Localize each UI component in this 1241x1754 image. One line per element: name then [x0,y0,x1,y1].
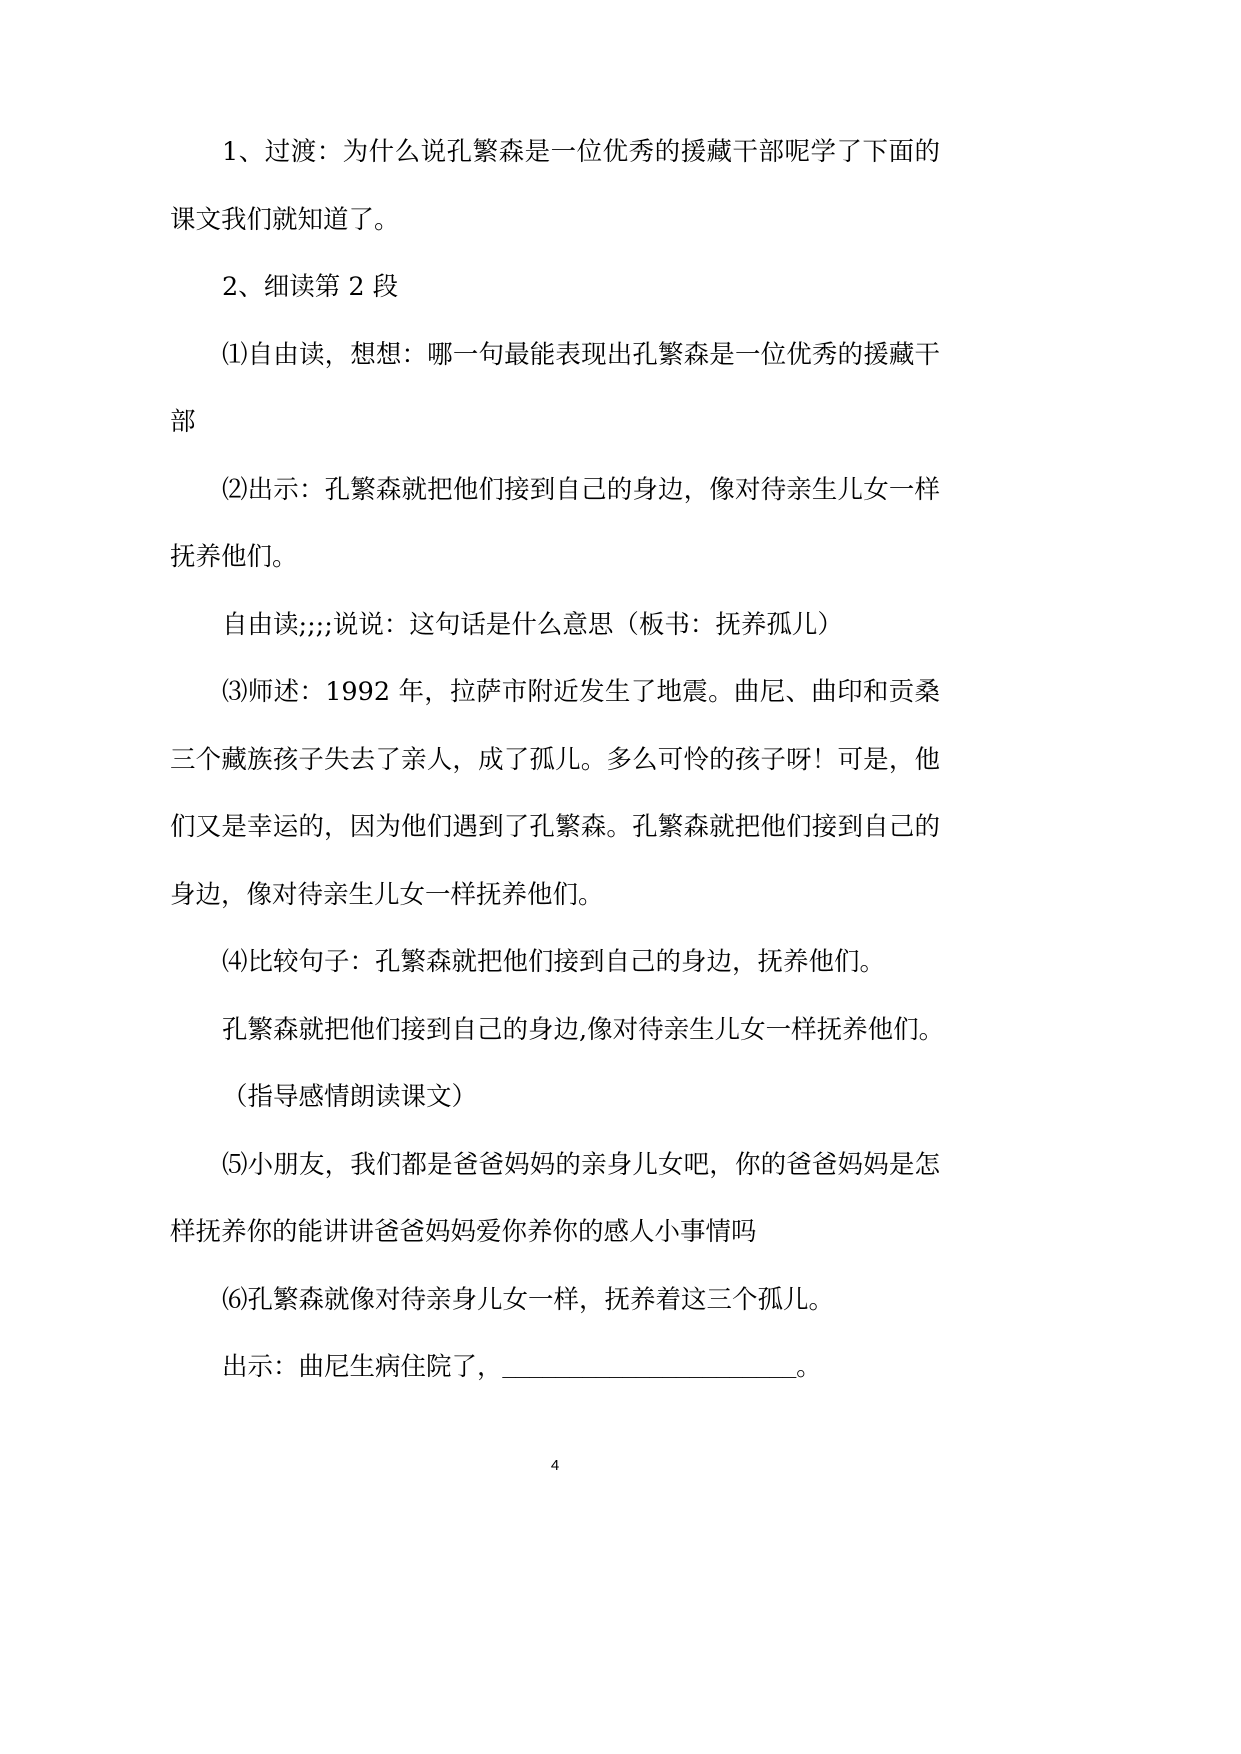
text-line: ⑹孔繁森就像对待亲身儿女一样，抚养着这三个孤儿。 [222,1284,835,1315]
fill-in-sentence [170,1334,960,1402]
text-line: （指导感情朗读课文） [222,1082,478,1112]
paragraph [170,1064,960,1132]
paragraph [170,659,960,929]
text-line: ⑶师述：1992 年，拉萨市附近发生了地震。曲尼、曲印和贡桑 [222,677,940,707]
text-line: 样抚养你的能讲讲爸爸妈妈爱你养你的感人小事情吗 [170,1217,757,1247]
text-line: 三个藏族孩子失去了亲人，成了孤儿。多么可怜的孩子呀！可是，他 [170,744,940,775]
page-number: 4 [550,1457,560,1474]
text-line: 1、过渡：为什么说孔繁森是一位优秀的援藏干部呢学了下面的 [222,137,940,167]
text-line: 部 [170,407,196,437]
paragraph [170,929,960,997]
text-line: 2、细读第 2 段 [222,272,399,302]
paragraph [170,997,960,1065]
text-line: 自由读;;;;说说：这句话是什么意思（板书：抚养孤儿） [222,609,843,640]
document-body [170,119,960,1402]
text-line: ⑴自由读，想想：哪一句最能表现出孔繁森是一位优秀的援藏干 [222,339,940,370]
paragraph [170,322,960,457]
text-line: 孔繁森就把他们接到自己的身边,像对待亲生儿女一样抚养他们。 [222,1014,945,1045]
fill-in-end-mark: 。 [796,1352,822,1382]
text-line: ⑵出示：孔繁森就把他们接到自己的身边，像对待亲生儿女一样 [222,474,940,505]
paragraph [170,254,960,322]
text-line: ⑸小朋友，我们都是爸爸妈妈的亲身儿女吧，你的爸爸妈妈是怎 [222,1149,940,1180]
paragraph [170,1267,960,1335]
text-line: 课文我们就知道了。 [170,204,400,235]
text-line: 抚养他们。 [170,542,298,572]
fill-in-prompt: 出示：曲尼生病住院了， [222,1352,503,1382]
paragraph [170,592,960,660]
paragraph [170,457,960,592]
text-line: ⑷比较句子：孔繁森就把他们接到自己的身边，抚养他们。 [222,947,886,977]
text-line: 身边，像对待亲生儿女一样抚养他们。 [170,879,604,910]
paragraph [170,119,960,254]
answer-blank: ______________________ [502,1354,797,1381]
paragraph [170,1132,960,1267]
text-line: 们又是幸运的，因为他们遇到了孔繁森。孔繁森就把他们接到自己的 [170,812,940,842]
